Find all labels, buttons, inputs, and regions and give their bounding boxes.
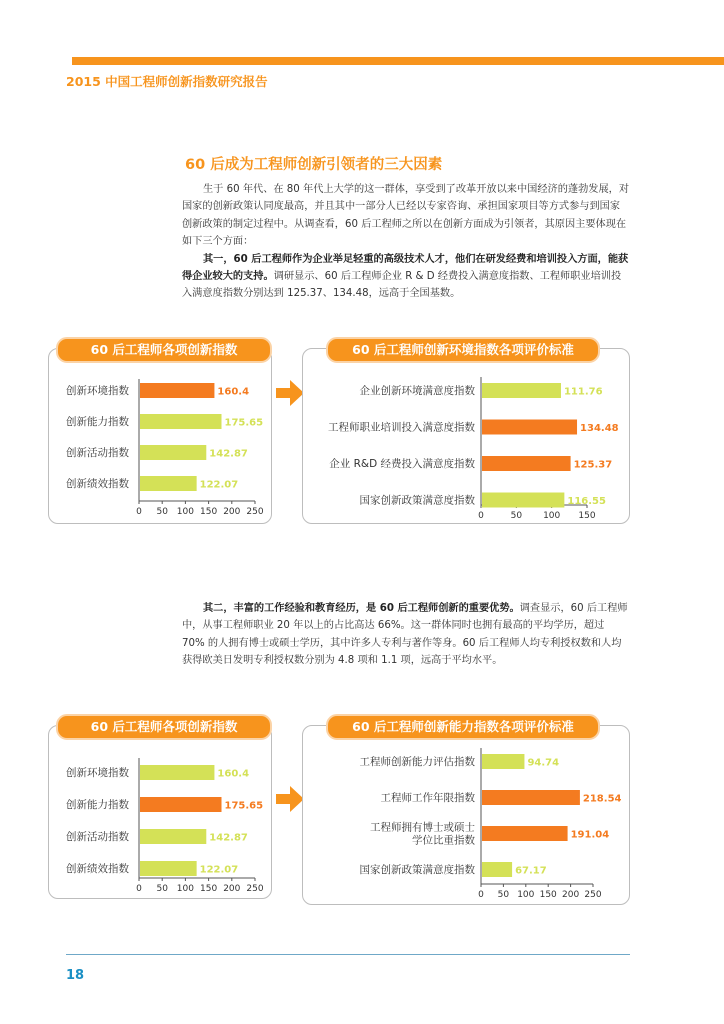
category-label: 工程师职业培训投入满意度指数 bbox=[328, 421, 475, 434]
page-number: 18 bbox=[66, 968, 85, 983]
x-tick-label: 50 bbox=[510, 511, 523, 521]
data-label: 134.48 bbox=[580, 423, 619, 434]
x-tick-label: 100 bbox=[543, 511, 561, 521]
bar bbox=[482, 493, 564, 508]
chart-title-3: 60 后工程师各项创新指数 bbox=[56, 714, 272, 740]
bar bbox=[482, 456, 571, 471]
x-tick-label: 0 bbox=[478, 511, 484, 521]
category-label: 国家创新政策满意度指数 bbox=[359, 494, 475, 507]
data-label: 142.87 bbox=[209, 448, 248, 460]
chart-panel-2 bbox=[302, 348, 630, 524]
category-label: 创新绩效指数 bbox=[66, 863, 129, 875]
bar bbox=[482, 383, 561, 398]
point1-bold: 其一，60 后工程师作为企业举足轻重的高级技术人才，他们在研发经费和培训投入方面，能获得企业较大的支持。 bbox=[182, 253, 629, 283]
bar bbox=[140, 445, 206, 460]
data-label: 191.04 bbox=[570, 829, 610, 841]
data-label: 125.37 bbox=[573, 459, 613, 471]
bar bbox=[140, 765, 214, 780]
chart-title-2: 60 后工程师创新环境指数各项评价标准 bbox=[326, 337, 600, 363]
point2-text: 调查显示，60 后工程师中，从事工程师职业 20 年以上的占比高达 66%。这一群体同时也拥有最高的平均学历，超过 70% 的人拥有博士或硕士学历，其中许多人专利与著作等身。60 后工程师人均专利授权数和人均获得欧美日发明专利授权数分别为 4.8 项和 1.1 项，远高于平均水平。 bbox=[182, 603, 628, 667]
chart-title-4: 60 后工程师创新能力指数各项评价标准 bbox=[326, 714, 600, 740]
x-tick-label: 150 bbox=[578, 511, 596, 521]
x-tick-label: 0 bbox=[136, 507, 142, 517]
bar bbox=[482, 790, 580, 805]
report-title: 2015 中国工程师创新指数研究报告 bbox=[66, 74, 268, 89]
x-tick-label: 50 bbox=[497, 890, 510, 900]
arrow-2 bbox=[276, 786, 304, 816]
chart-title-1: 60 后工程师各项创新指数 bbox=[56, 337, 272, 363]
category-label: 工程师拥有博士或硕士 bbox=[370, 821, 475, 834]
data-label: 67.17 bbox=[515, 865, 547, 877]
bar bbox=[140, 414, 222, 429]
x-tick-label: 250 bbox=[246, 884, 264, 894]
data-label: 142.87 bbox=[209, 832, 248, 844]
arrow-icon bbox=[276, 786, 304, 812]
category-label: 学位比重指数 bbox=[412, 834, 475, 847]
bar bbox=[140, 861, 197, 876]
data-label: 94.74 bbox=[527, 757, 560, 769]
section-heading: 60 后成为工程师创新引领者的三大因素 bbox=[185, 157, 443, 173]
x-tick-label: 150 bbox=[200, 884, 218, 894]
x-tick-label: 50 bbox=[156, 884, 168, 894]
data-label: 160.4 bbox=[217, 386, 250, 398]
bar bbox=[482, 826, 568, 841]
bar bbox=[482, 420, 577, 435]
category-label: 创新环境指数 bbox=[66, 767, 129, 779]
bar bbox=[140, 383, 214, 398]
category-label: 国家创新政策满意度指数 bbox=[359, 864, 475, 876]
chart-1 bbox=[49, 349, 271, 523]
data-label: 111.76 bbox=[563, 386, 603, 398]
category-label: 创新环境指数 bbox=[66, 385, 129, 397]
x-tick-label: 100 bbox=[176, 884, 194, 894]
point2-bold: 其二，丰富的工作经验和教育经历，是 60 后工程师创新的重要优势。 bbox=[203, 603, 520, 614]
category-label: 创新能力指数 bbox=[66, 799, 129, 811]
header-accent-bar bbox=[72, 57, 724, 65]
chart-panel-1 bbox=[48, 348, 272, 524]
x-tick-label: 100 bbox=[176, 507, 194, 517]
point1-text: 调研显示、60 后工程师企业 R & D 经费投入满意度指数、工程师职业培训投入满意度指数分别达到 125.37、134.48，远高于全国基数。 bbox=[182, 271, 622, 300]
data-label: 175.65 bbox=[224, 417, 264, 429]
point2-paragraph bbox=[182, 600, 630, 670]
x-tick-label: 150 bbox=[200, 507, 218, 517]
data-label: 175.65 bbox=[224, 800, 264, 812]
chart-3 bbox=[49, 726, 271, 898]
chart-2 bbox=[303, 349, 629, 523]
x-tick-label: 0 bbox=[478, 890, 484, 900]
data-label: 160.4 bbox=[217, 768, 250, 780]
arrow-icon bbox=[276, 380, 304, 406]
bar bbox=[140, 797, 222, 812]
intro-text: 生于 60 年代、在 80 年代上大学的这一群体，享受到了改革开放以来中国经济的蓬勃发展，对国家的创新政策认同度最高，并且其中一部分人已经以专家咨询、承担国家项目等方式参与到国家创新政策的制定过程中。从调查看，60 后工程师之所以在创新方面成为引领者，其原因主要体现在如下三个方面： bbox=[182, 184, 630, 248]
x-tick-label: 200 bbox=[223, 507, 241, 517]
data-label: 116.55 bbox=[567, 496, 606, 507]
category-label: 企业 R&D 经费投入满意度指数 bbox=[329, 458, 475, 470]
category-label: 工程师创新能力评估指数 bbox=[359, 756, 475, 768]
bar bbox=[482, 754, 524, 769]
intro-paragraph bbox=[182, 181, 630, 303]
x-tick-label: 150 bbox=[539, 890, 557, 900]
category-label: 创新活动指数 bbox=[66, 447, 129, 459]
x-tick-label: 100 bbox=[517, 890, 535, 900]
bar bbox=[140, 829, 206, 844]
x-tick-label: 50 bbox=[156, 507, 168, 517]
category-label: 创新能力指数 bbox=[66, 416, 129, 428]
footer-divider bbox=[66, 954, 630, 955]
x-tick-label: 200 bbox=[223, 884, 241, 894]
bar bbox=[140, 476, 197, 491]
x-tick-label: 0 bbox=[136, 884, 142, 894]
chart-4 bbox=[303, 726, 629, 904]
x-tick-label: 200 bbox=[562, 890, 580, 900]
category-label: 企业创新环境满意度指数 bbox=[359, 385, 475, 397]
x-tick-label: 250 bbox=[584, 890, 602, 900]
category-label: 创新绩效指数 bbox=[66, 478, 129, 490]
data-label: 218.54 bbox=[582, 793, 622, 805]
bar bbox=[482, 862, 512, 877]
chart-panel-4 bbox=[302, 725, 630, 905]
arrow-1 bbox=[276, 380, 304, 410]
category-label: 创新活动指数 bbox=[66, 831, 129, 843]
chart-panel-3 bbox=[48, 725, 272, 899]
data-label: 122.07 bbox=[199, 864, 239, 876]
category-label: 工程师工作年限指数 bbox=[380, 792, 475, 804]
x-tick-label: 250 bbox=[246, 507, 264, 517]
data-label: 122.07 bbox=[199, 479, 239, 491]
